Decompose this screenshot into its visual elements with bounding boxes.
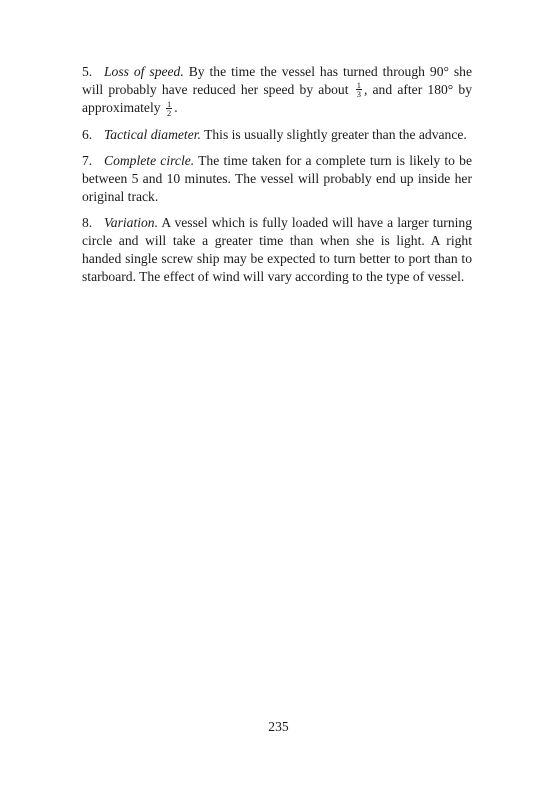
page-body xyxy=(82,63,472,294)
paragraph-text: The time taken for a complete turn is likely to be between 5 and 10 minutes. The vessel will probably end up inside her original track. xyxy=(82,152,472,204)
paragraph-text: . xyxy=(174,100,178,116)
paragraph-number: 5. xyxy=(82,64,93,79)
paragraph-loss-of-speed xyxy=(82,63,472,118)
paragraph-text: , and after 180° by approximately xyxy=(82,82,472,116)
paragraph-number: 7. xyxy=(82,152,93,168)
paragraph-complete-circle xyxy=(82,152,472,206)
paragraph-number: 6. xyxy=(82,126,93,142)
fraction-denominator: 3 xyxy=(356,89,361,100)
paragraph-text: This is usually slightly greater than the advance. xyxy=(200,126,467,142)
paragraph-text: By the time the vessel has turned through 90° she will probably have reduced her speed by about xyxy=(82,64,472,97)
paragraph-number: 8. xyxy=(82,214,93,230)
paragraph-tactical-diameter xyxy=(82,126,472,144)
paragraph-text: A vessel which is fully loaded will have a larger turning circle and will take a greater time than when she is light. A right handed single screw ship may be expected to turn better to port than to starboard. The effect of wind will vary according to the type of vessel. xyxy=(82,214,472,284)
page-number: 235 xyxy=(268,719,289,734)
fraction-numerator: 1 xyxy=(356,80,361,91)
fraction-numerator: 1 xyxy=(166,98,172,109)
fraction-one-third xyxy=(356,81,362,98)
fraction-one-half xyxy=(166,100,172,117)
paragraph-term: Tactical diameter. xyxy=(104,126,201,142)
fraction-denominator: 2 xyxy=(166,107,172,118)
paragraph-term: Loss of speed. xyxy=(104,64,184,79)
paragraph-variation xyxy=(82,214,472,286)
paragraph-term: Variation. xyxy=(104,214,159,230)
paragraph-term: Complete circle. xyxy=(104,152,195,168)
